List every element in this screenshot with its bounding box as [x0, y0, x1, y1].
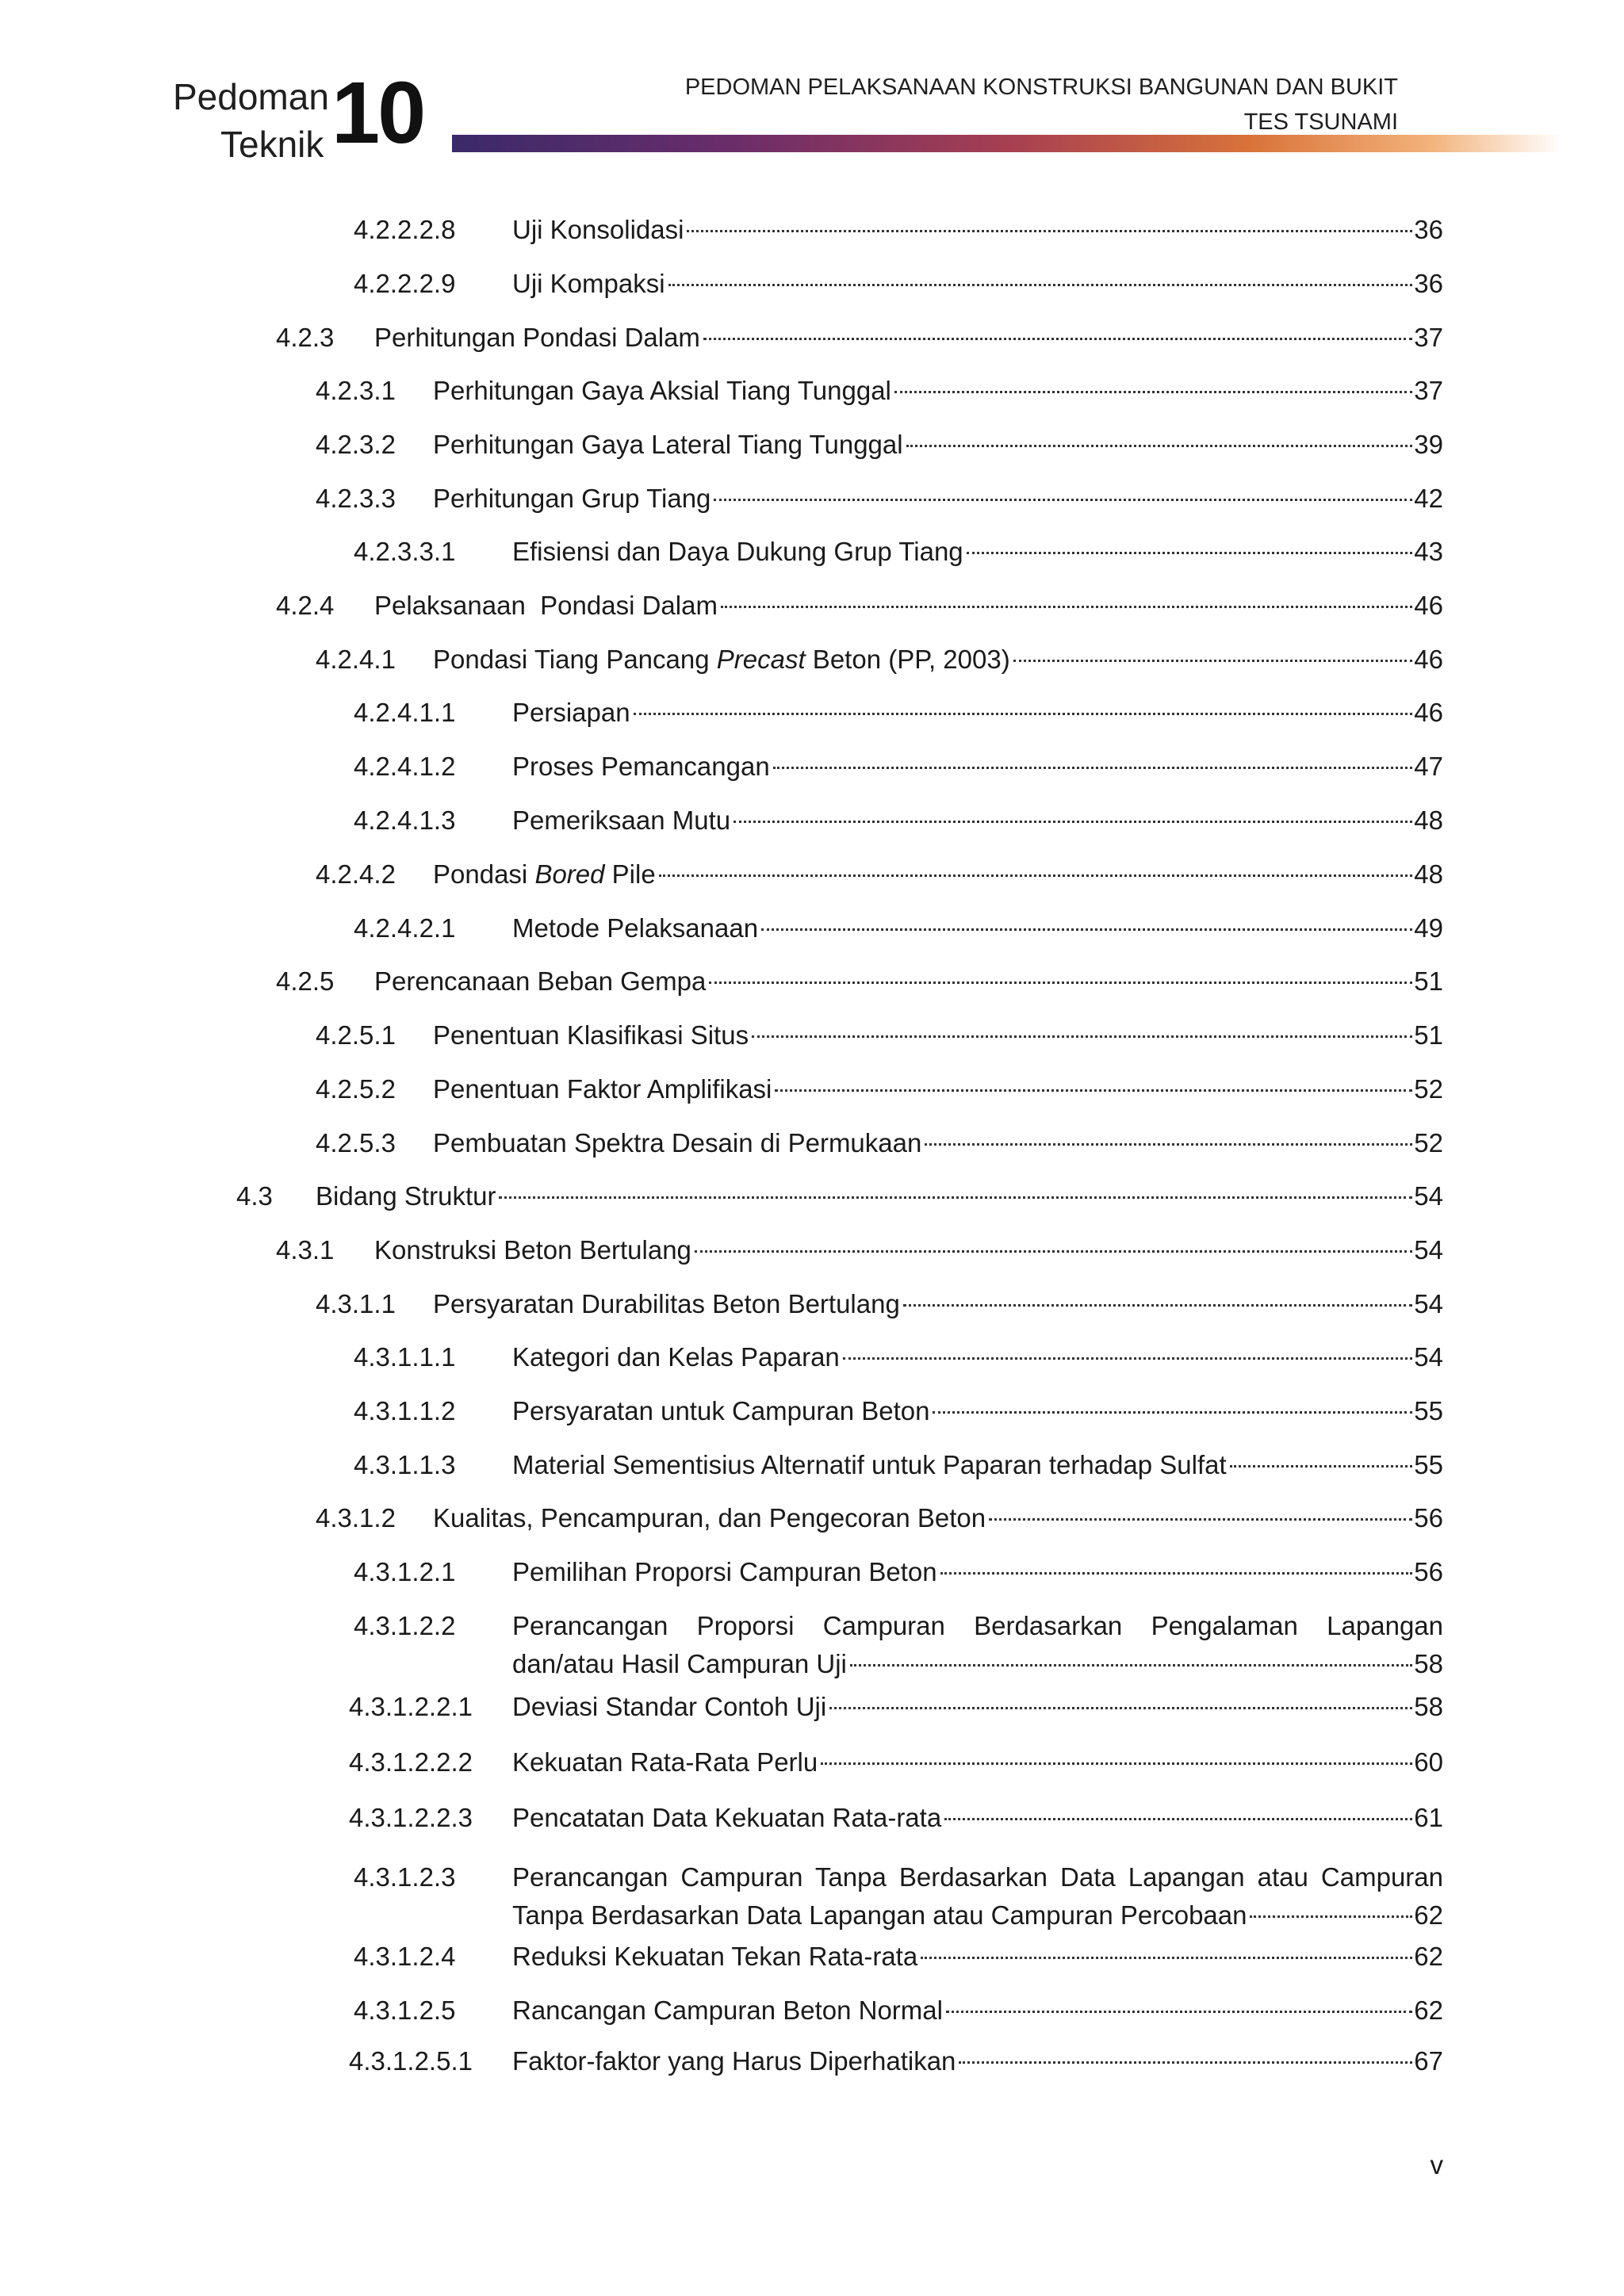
toc-entry-number: 4.2.3.1 [316, 376, 396, 405]
toc-entry-number: 4.3.1 [276, 1235, 335, 1265]
toc-entry-number: 4.2.4.1.2 [354, 752, 456, 781]
toc-dot-leader [843, 1357, 1412, 1360]
document-title-line-1: PEDOMAN PELAKSANAAN KONSTRUKSI BANGUNAN DAN BUKIT [684, 75, 1398, 100]
toc-entry-number: 4.3.1.2.5 [354, 1996, 456, 2025]
toc-entry-title-line-2: Tanpa Berdasarkan Data Lapangan atau Campuran Percobaan [512, 1900, 1247, 1930]
toc-entry-number: 4.2.5 [276, 966, 335, 996]
toc-entry-title: Efisiensi dan Daya Dukung Grup Tiang [512, 537, 963, 566]
toc-entry-number: 4.2.4.1.3 [354, 806, 456, 835]
toc-entry-page: 58 [1414, 1649, 1443, 1678]
page-number: v [1430, 2150, 1443, 2179]
toc-entry-title-post: Beton (PP, 2003) [805, 645, 1010, 674]
brand-number: 10 [331, 64, 424, 162]
toc-entry-title [433, 641, 1010, 678]
toc-entry-title: Kualitas, Pencampuran, dan Pengecoran Beton [433, 1503, 986, 1533]
toc-entry-page: 46 [1414, 698, 1443, 727]
toc-entry-page: 51 [1414, 1020, 1443, 1050]
toc-entry-number: 4.2.4.1 [316, 645, 396, 674]
toc-entry-page: 48 [1414, 806, 1443, 835]
toc-entry-title: Rancangan Campuran Beton Normal [512, 1996, 943, 2025]
toc-entry-title: Uji Kompaksi [512, 269, 665, 298]
toc-dot-leader [906, 445, 1413, 447]
toc-dot-leader [850, 1664, 1412, 1667]
toc-dot-leader [687, 230, 1412, 232]
toc-entry-number: 4.3.1.2 [316, 1503, 396, 1533]
toc-dot-leader [752, 1035, 1412, 1038]
toc-dot-leader [946, 2011, 1412, 2013]
toc-entry-number: 4.3.1.2.5.1 [349, 2046, 473, 2076]
toc-entry-title: Bidang Struktur [316, 1181, 496, 1211]
toc-dot-leader [634, 713, 1413, 715]
document-title-line-2: TES TSUNAMI [1243, 109, 1398, 135]
toc-entry-page: 56 [1414, 1557, 1443, 1586]
toc-entry-page: 58 [1414, 1692, 1443, 1721]
page-header [0, 0, 1624, 170]
document-title [685, 70, 1398, 140]
toc-entry-page: 54 [1414, 1181, 1443, 1211]
toc-dot-leader [989, 1518, 1412, 1521]
toc-entry-page: 37 [1414, 376, 1443, 405]
toc-entry-number: 4.3.1.2.2.2 [349, 1747, 473, 1777]
toc-dot-leader [821, 1762, 1412, 1765]
toc-entry-title: Pemilihan Proporsi Campuran Beton [512, 1557, 937, 1586]
toc-entry-title-line-1: Perancangan Campuran Tanpa Berdasarkan Data Lapangan atau Campuran [512, 1862, 1443, 1892]
toc-dot-leader [733, 821, 1412, 823]
toc-dot-leader [944, 1818, 1412, 1820]
toc-entry-title: Metode Pelaksanaan [512, 913, 759, 943]
toc-dot-leader [940, 1572, 1413, 1575]
toc-entry-title: Kategori dan Kelas Paparan [512, 1342, 840, 1372]
toc-entry-title: Perhitungan Pondasi Dalam [374, 323, 700, 352]
toc-entry-title [433, 856, 656, 893]
toc-dot-leader [921, 1957, 1412, 1959]
toc-entry-number: 4.3.1.2.2 [354, 1611, 456, 1640]
toc-entry-page: 60 [1414, 1747, 1443, 1777]
toc-entry-title: Pembuatan Spektra Desain di Permukaan [433, 1128, 922, 1158]
toc-entry-number: 4.3.1.2.2.3 [349, 1803, 473, 1832]
toc-entry-title: Material Sementisius Alternatif untuk Paparan terhadap Sulfat [512, 1450, 1227, 1479]
toc-entry-page: 61 [1414, 1803, 1443, 1832]
toc-dot-leader [903, 1304, 1412, 1307]
toc-dot-leader [1250, 1915, 1412, 1918]
toc-entry-title-pre: Pondasi [433, 859, 535, 889]
toc-dot-leader [959, 2061, 1412, 2064]
toc-entry-number: 4.3.1.1 [316, 1289, 396, 1318]
toc-entry-number: 4.2.3.3 [316, 484, 396, 513]
toc-dot-leader [775, 1089, 1412, 1092]
toc-entry-title: Pemeriksaan Mutu [512, 806, 731, 835]
toc-entry-number: 4.2.3.2 [316, 430, 396, 459]
toc-entry-title: Perencanaan Beban Gempa [374, 966, 707, 996]
toc-dot-leader [1230, 1465, 1413, 1468]
toc-entry-title: Pencatatan Data Kekuatan Rata-rata [512, 1803, 942, 1832]
toc-dot-leader [499, 1196, 1412, 1199]
toc-entry-page: 46 [1414, 591, 1443, 620]
toc-dot-leader [967, 552, 1413, 554]
toc-entry-page: 49 [1414, 913, 1443, 943]
toc-entry-title-line-1: Perancangan Proporsi Campuran Berdasarkan Pengalaman Lapangan [512, 1611, 1443, 1640]
toc-entry-title-post: Pile [604, 859, 656, 889]
toc-entry-page: 51 [1414, 966, 1443, 996]
toc-dot-leader [761, 928, 1412, 931]
header-gradient-bar [452, 135, 1562, 152]
toc-entry-page: 39 [1414, 430, 1443, 459]
toc-entry-number: 4.3.1.2.4 [354, 1942, 456, 1971]
toc-entry-page: 62 [1414, 1996, 1443, 2025]
toc-entry-title: Penentuan Klasifikasi Situs [433, 1020, 749, 1050]
toc-dot-leader [894, 391, 1412, 393]
toc-entry-title: Persyaratan untuk Campuran Beton [512, 1396, 930, 1425]
toc-dot-leader [721, 606, 1412, 608]
toc-entry-title: Deviasi Standar Contoh Uji [512, 1692, 827, 1721]
toc-entry-title-line-2: dan/atau Hasil Campuran Uji [512, 1649, 847, 1678]
toc-entry-page: 42 [1414, 484, 1443, 513]
toc-dot-leader [925, 1143, 1412, 1146]
toc-entry-number: 4.2.4.1.1 [354, 698, 456, 727]
toc-entry-title: Kekuatan Rata-Rata Perlu [512, 1747, 818, 1777]
toc-entry-page: 36 [1414, 215, 1443, 244]
toc-dot-leader [668, 284, 1413, 286]
toc-entry-title: Persiapan [512, 698, 630, 727]
toc-entry-number: 4.3.1.1.3 [354, 1450, 456, 1479]
toc-entry-page: 62 [1414, 1942, 1443, 1971]
toc-dot-leader [933, 1411, 1412, 1414]
toc-entry-page: 48 [1414, 859, 1443, 889]
toc-dot-leader [703, 338, 1412, 340]
toc-entry-number: 4.2.3.3.1 [354, 537, 456, 566]
toc-entry-page: 54 [1414, 1235, 1443, 1265]
toc-entry-number: 4.2.5.2 [316, 1074, 396, 1104]
toc-dot-leader [659, 874, 1413, 877]
toc-dot-leader [773, 767, 1413, 769]
toc-entry-title-italic: Precast [716, 645, 806, 674]
toc-dot-leader [1013, 660, 1413, 662]
toc-entry-title: Reduksi Kekuatan Tekan Rata-rata [512, 1942, 918, 1971]
toc-entry-page: 54 [1414, 1289, 1443, 1318]
toc-entry-number: 4.2.3 [276, 323, 335, 352]
toc-entry-number: 4.3.1.2.1 [354, 1557, 456, 1586]
toc-entry-title: Faktor-faktor yang Harus Diperhatikan [512, 2046, 956, 2076]
toc-dot-leader [695, 1250, 1412, 1253]
toc-entry-page: 55 [1414, 1450, 1443, 1479]
toc-entry-page: 43 [1414, 537, 1443, 566]
toc-entry-title: Perhitungan Gaya Lateral Tiang Tunggal [433, 430, 903, 459]
toc-dot-leader [714, 499, 1412, 501]
toc-entry-page: 62 [1414, 1900, 1443, 1930]
toc-entry-page: 67 [1414, 2046, 1443, 2076]
toc-entry-page: 36 [1414, 269, 1443, 298]
toc-entry-number: 4.2.5.1 [316, 1020, 396, 1050]
toc-entry-title-pre: Pondasi Tiang Pancang [433, 645, 717, 674]
toc-entry-page: 54 [1414, 1342, 1443, 1372]
toc-entry-number: 4.3 [236, 1181, 273, 1211]
toc-entry-number: 4.3.1.2.2.1 [349, 1692, 473, 1721]
toc-entry-title: Proses Pemancangan [512, 752, 770, 781]
toc-entry-number: 4.2.2.2.9 [354, 269, 456, 298]
toc-entry-title: Perhitungan Gaya Aksial Tiang Tunggal [433, 376, 891, 405]
toc-entry-number: 4.2.4.2.1 [354, 913, 456, 943]
toc-entry-number: 4.2.2.2.8 [354, 215, 456, 244]
toc-entry-title-italic: Bored [534, 859, 605, 889]
toc-entry-title: Perhitungan Grup Tiang [433, 484, 711, 513]
toc-entry-page: 56 [1414, 1503, 1443, 1533]
toc-dot-leader [829, 1707, 1412, 1709]
toc-entry-title: Persyaratan Durabilitas Beton Bertulang [433, 1289, 900, 1318]
toc-dot-leader [709, 982, 1412, 984]
toc-entry-page: 52 [1414, 1128, 1443, 1158]
toc-entry-number: 4.2.4.2 [316, 859, 396, 889]
toc-entry-page: 37 [1414, 323, 1443, 352]
toc-entry-title: Konstruksi Beton Bertulang [374, 1235, 691, 1265]
toc-entry-page: 46 [1414, 645, 1443, 674]
toc-entry-title: Pelaksanaan Pondasi Dalam [374, 591, 718, 620]
toc-entry-page: 52 [1414, 1074, 1443, 1104]
toc-entry-number: 4.2.4 [276, 591, 335, 620]
brand-word-teknik: Teknik [220, 124, 324, 165]
brand-word-pedoman: Pedoman [173, 76, 329, 117]
toc-entry-title: Penentuan Faktor Amplifikasi [433, 1074, 772, 1104]
toc-entry-title: Uji Konsolidasi [512, 215, 684, 244]
toc-entry-number: 4.3.1.1.2 [354, 1396, 456, 1425]
toc-entry-number: 4.3.1.2.3 [354, 1862, 456, 1892]
toc-entry-number: 4.3.1.1.1 [354, 1342, 456, 1372]
toc-entry-page: 55 [1414, 1396, 1443, 1425]
toc-entry-number: 4.2.5.3 [316, 1128, 396, 1158]
toc-entry-page: 47 [1414, 752, 1443, 781]
